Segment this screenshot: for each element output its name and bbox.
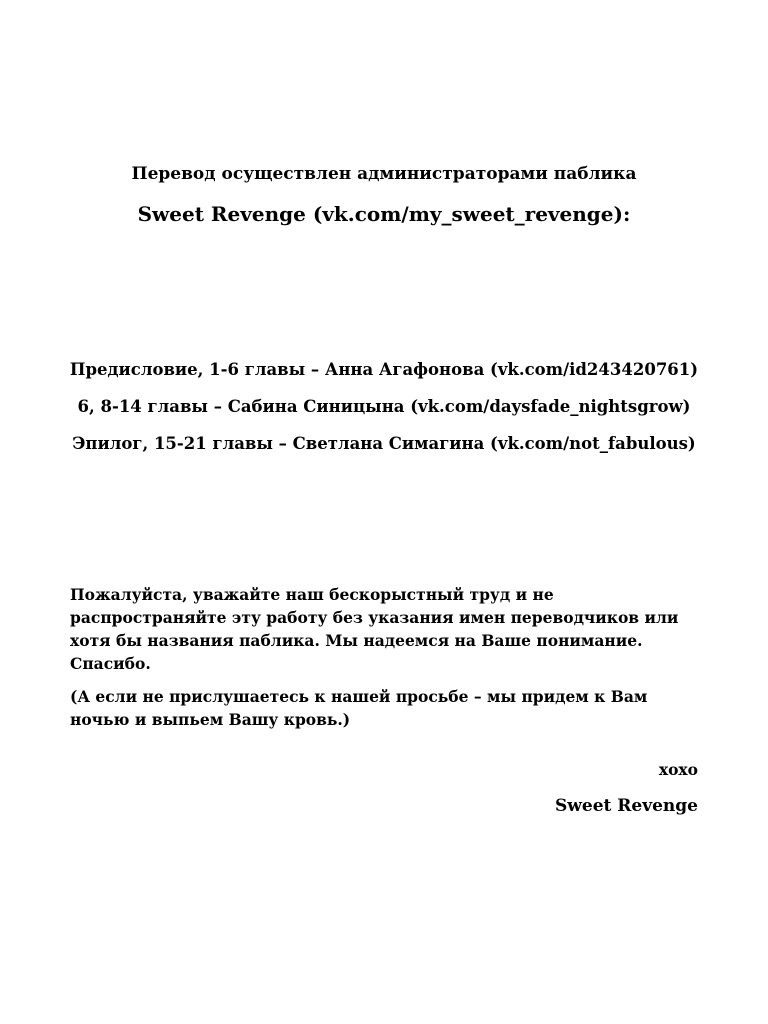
notice-paragraph: Пожалуйста, уважайте наш бескорыстный труд и не распространяйте эту работу без указания имен переводчиков или хотя бы названия паблика. Мы надеемся на Ваше понимание. Спасибо.	[70, 585, 679, 673]
translator-credits	[0, 358, 768, 469]
notice-paragraph-joke: (А если не прислушаетесь к нашей просьбе – мы придем к Вам ночью и выпьем Вашу кровь.)	[70, 687, 648, 729]
credit-line: 6, 8-14 главы – Сабина Синицына (vk.com/daysfade_nightsgrow)	[77, 397, 691, 416]
public-name-heading: Sweet Revenge (vk.com/my_sweet_revenge):	[137, 202, 631, 226]
signoff-name: Sweet Revenge	[554, 796, 698, 816]
notice-block	[70, 583, 710, 731]
translation-credit-heading: Перевод осуществлен администраторами паблика	[131, 164, 637, 184]
credit-line: Предисловие, 1-6 главы – Анна Агафонова (vk.com/id243420761)	[69, 360, 699, 379]
credit-line: Эпилог, 15-21 главы – Светлана Симагина (vk.com/not_fabulous)	[72, 434, 696, 453]
signoff-xoxo: xoxo	[658, 760, 698, 779]
